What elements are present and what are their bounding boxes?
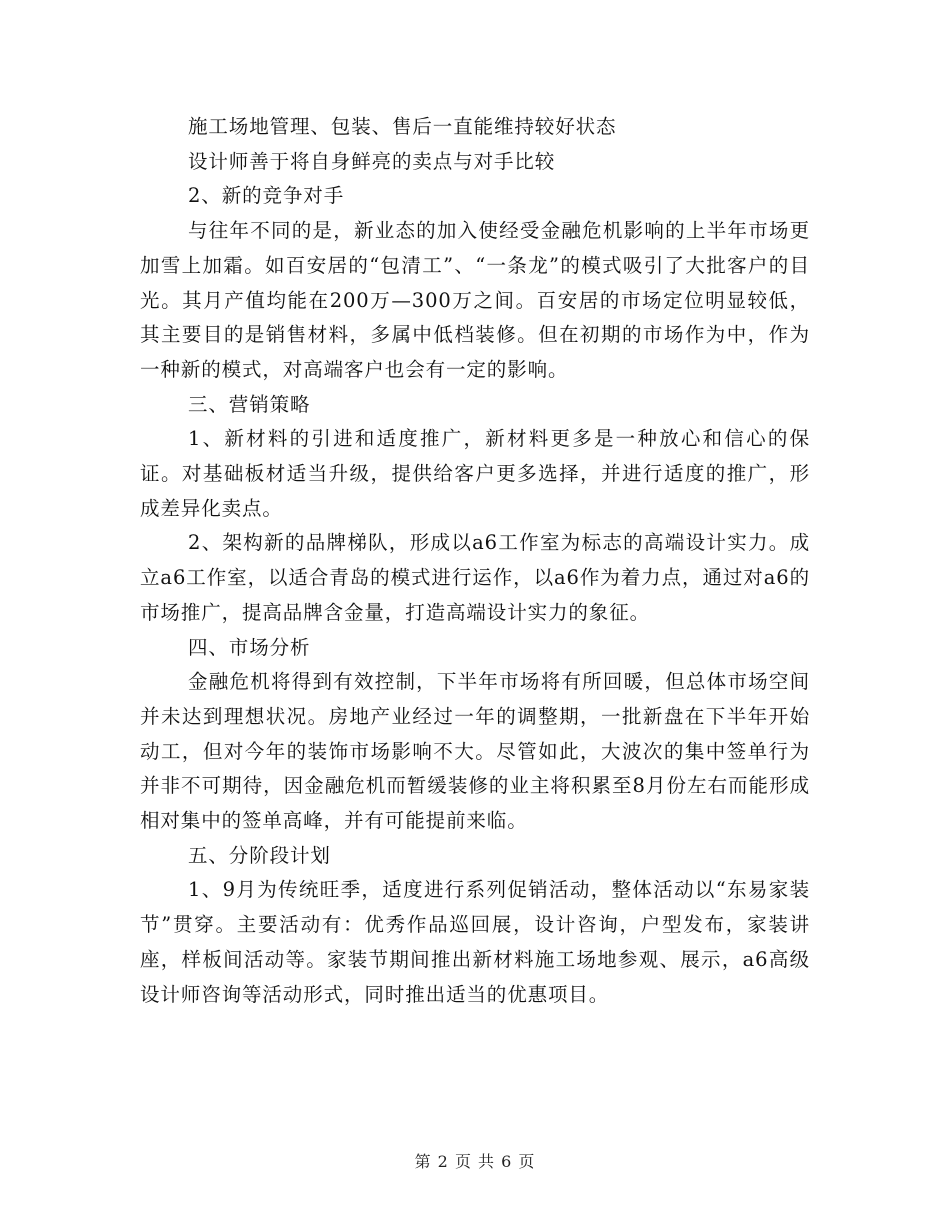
paragraph-designer-selling-points: 设计师善于将自身鲜亮的卖点与对手比较	[188, 149, 556, 173]
heading-marketing-strategy: 三、营销策略	[188, 392, 311, 416]
paragraph-new-materials: 1、新材料的引进和适度推广，新材料更多是一种放心和信心的保证。对基础板材适当升级，提供给客户更多选择，并进行适度的推广，形成差异化卖点。	[140, 427, 810, 520]
page-number-footer: 第 2 页 共 6 页	[414, 1152, 536, 1171]
heading-phased-plan: 五、分阶段计划	[188, 843, 331, 867]
paragraph-september-plan: 1、9月为传统旺季，适度进行系列促销活动，整体活动以“东易家装节”贯穿。主要活动有：优秀作品巡回展，设计咨询，户型发布，家装讲座，样板间活动等。家装节期间推出新材料施工场地参观、展示，a6高级设计师咨询等活动形式，同时推出适当的优惠项目。	[140, 878, 810, 1006]
heading-new-competitors: 2、新的竞争对手	[188, 184, 345, 208]
paragraph-site-management: 施工场地管理、包装、售后一直能维持较好状态	[188, 115, 617, 138]
heading-market-analysis: 四、市场分析	[188, 635, 311, 659]
paragraph-new-competitors: 与往年不同的是，新业态的加入使经受金融危机影响的上半年市场更加雪上加霜。如百安居的“包清工”、“一条龙”的模式吸引了大批客户的目光。其月产值均能在200万—300万之间。百安居的市场定位明显较低，其主要目的是销售材料，多属中低档装修。但在初期的市场作为中，作为一种新的模式，对高端客户也会有一定的影响。	[140, 219, 810, 381]
paragraph-market-analysis: 金融危机将得到有效控制，下半年市场将有所回暖，但总体市场空间并未达到理想状况。房地产业经过一年的调整期，一批新盘在下半年开始动工，但对今年的装饰市场影响不大。尽管如此，大波次的集中签单行为并非不可期待，因金融危机而暂缓装修的业主将积累至8月份左右而能形成相对集中的签单高峰，并有可能提前来临。	[140, 670, 810, 833]
paragraph-brand-tier: 2、架构新的品牌梯队，形成以a6工作室为标志的高端设计实力。成立a6工作室，以适合青岛的模式进行运作，以a6作为着力点，通过对a6的市场推广，提高品牌含金量，打造高端设计实力的象征。	[140, 531, 810, 624]
document-body	[140, 110, 810, 1012]
